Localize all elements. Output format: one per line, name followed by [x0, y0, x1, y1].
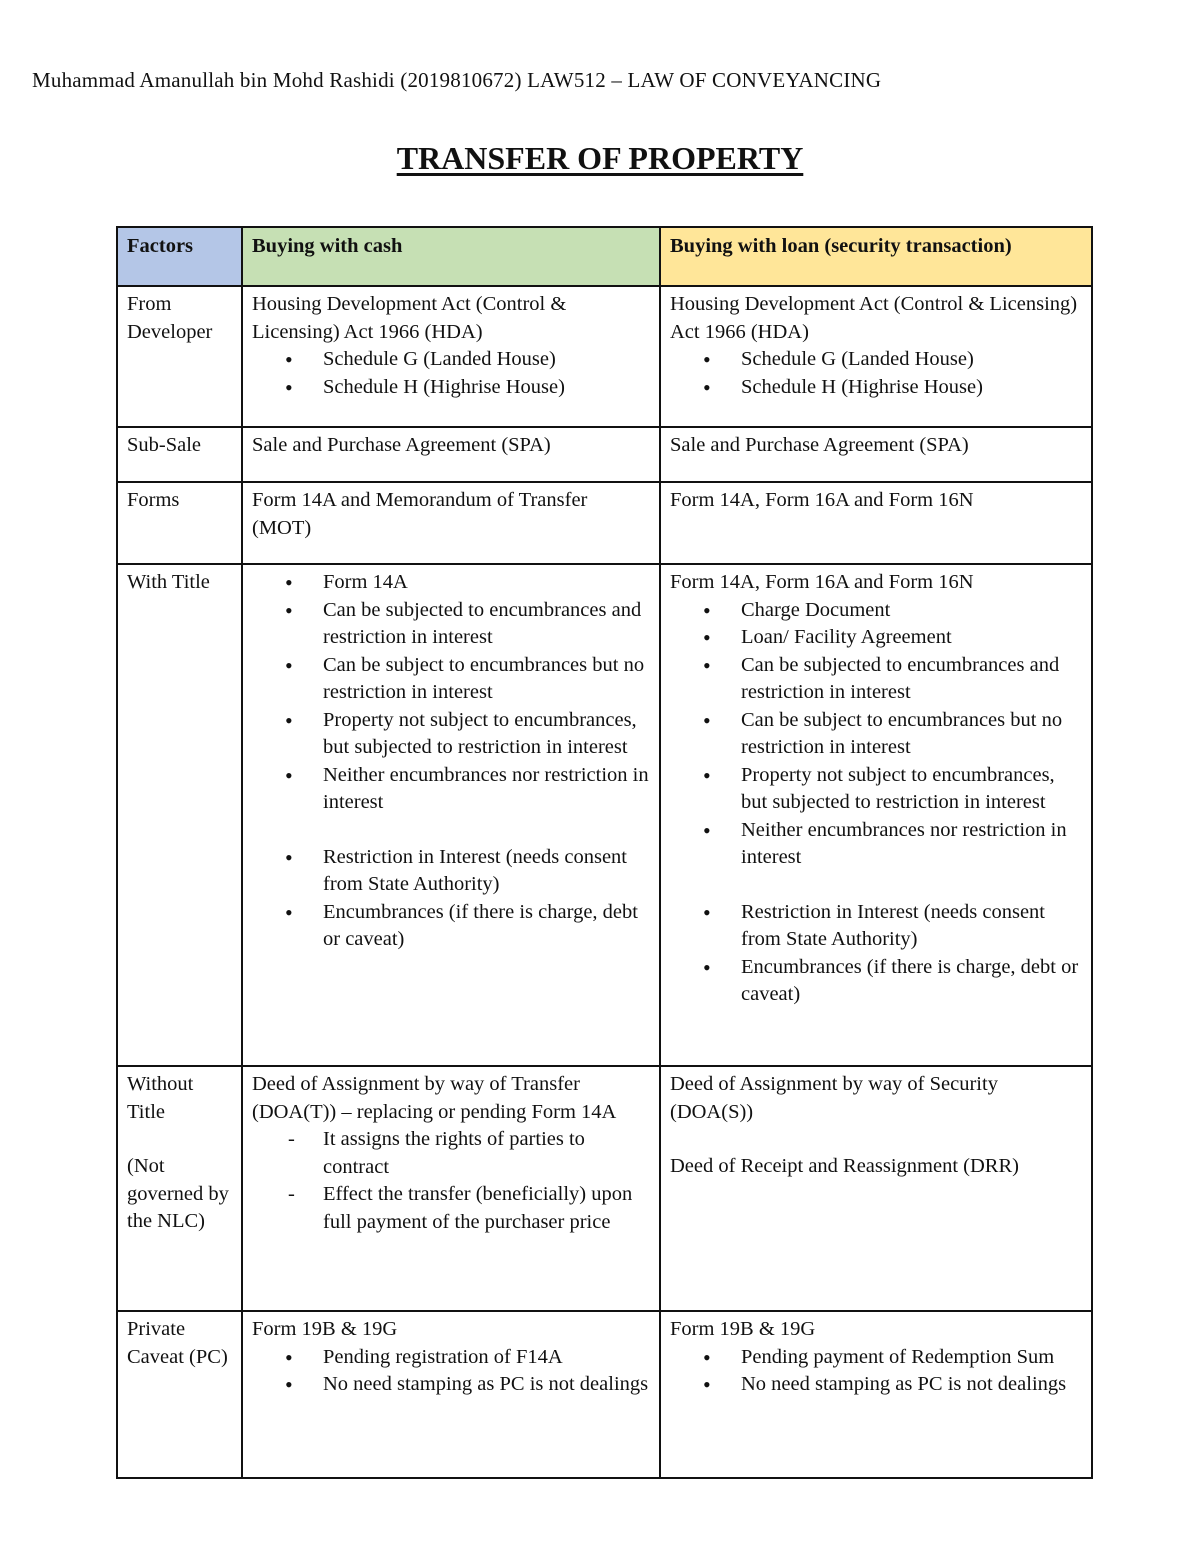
list-item: • Schedule H (Highrise House) [670, 374, 1082, 402]
loan-cell [660, 564, 1092, 1066]
document-header: Muhammad Amanullah bin Mohd Rashidi (2019810672) LAW512 – LAW OF CONVEYANCING [32, 68, 882, 92]
loan-cell: Form 14A, Form 16A and Form 16N [660, 482, 1092, 564]
row-label: From Developer [117, 286, 242, 427]
loan-cell [660, 1311, 1092, 1478]
cell-line: Deed of Receipt and Reassignment (DRR) [670, 1155, 1019, 1177]
page-title-text: TRANSFER OF PROPERTY [396, 140, 804, 176]
list-item: • Restriction in Interest (needs consent from State Authority) [670, 899, 1082, 954]
list-item: • Restriction in Interest (needs consent from State Authority) [252, 844, 650, 899]
table-row-private-caveat [117, 1311, 1092, 1478]
list-item: • Pending registration of F14A [252, 1344, 650, 1372]
bullet-list [252, 346, 650, 401]
cell-intro: Housing Development Act (Control & Licensing) Act 1966 (HDA) [252, 293, 567, 343]
cell-intro: Form 19B & 19G [670, 1318, 816, 1340]
cell-intro: Housing Development Act (Control & Licensing) Act 1966 (HDA) [670, 293, 1078, 343]
loan-cell: Sale and Purchase Agreement (SPA) [660, 427, 1092, 482]
row-label: Without Title [127, 1073, 194, 1123]
table-row-sub-sale [117, 427, 1092, 482]
list-item: • Neither encumbrances nor restriction in interest [670, 817, 1082, 872]
row-label: Private Caveat (PC) [117, 1311, 242, 1478]
cash-cell [242, 564, 660, 1066]
comparison-table [116, 226, 1093, 1479]
cash-cell [242, 286, 660, 427]
bullet-list [252, 844, 650, 954]
list-item: - Effect the transfer (beneficially) upon full payment of the purchaser price [252, 1181, 650, 1236]
list-item: • Schedule H (Highrise House) [252, 374, 650, 402]
cell-intro: Deed of Assignment by way of Transfer (DOA(T)) – replacing or pending Form 14A [252, 1073, 617, 1123]
list-item: • Pending payment of Redemption Sum [670, 1344, 1082, 1372]
row-label: Sub-Sale [117, 427, 242, 482]
list-item: • Property not subject to encumbrances, but subjected to restriction in interest [670, 762, 1082, 817]
bullet-list [670, 899, 1082, 1009]
bullet-list [670, 597, 1082, 872]
row-label-cell [117, 1066, 242, 1311]
table-row-forms [117, 482, 1092, 564]
loan-cell [660, 286, 1092, 427]
row-label-note: (Not governed by the NLC) [127, 1155, 229, 1232]
table-header-row [117, 227, 1092, 286]
row-label: With Title [117, 564, 242, 1066]
cash-cell [242, 1311, 660, 1478]
list-item: • Encumbrances (if there is charge, debt or caveat) [252, 899, 650, 954]
list-item: • Can be subject to encumbrances but no restriction in interest [252, 652, 650, 707]
cell-intro: Form 14A, Form 16A and Form 16N [670, 571, 974, 593]
dash-list [252, 1126, 650, 1236]
table-row-without-title [117, 1066, 1092, 1311]
header-buying-with-cash: Buying with cash [242, 227, 660, 286]
list-item: • Encumbrances (if there is charge, debt or caveat) [670, 954, 1082, 1009]
list-item: • Loan/ Facility Agreement [670, 624, 1082, 652]
page-title [0, 140, 1200, 177]
cell-intro: Form 19B & 19G [252, 1318, 398, 1340]
bullet-list [252, 1344, 650, 1399]
header-factors: Factors [117, 227, 242, 286]
list-item: • Property not subject to encumbrances, but subjected to restriction in interest [252, 707, 650, 762]
bullet-list [670, 346, 1082, 401]
bullet-list [252, 569, 650, 817]
loan-cell [660, 1066, 1092, 1311]
header-buying-with-loan: Buying with loan (security transaction) [660, 227, 1092, 286]
row-label: Forms [117, 482, 242, 564]
cash-cell: Sale and Purchase Agreement (SPA) [242, 427, 660, 482]
list-item: - It assigns the rights of parties to contract [252, 1126, 650, 1181]
list-item: • Can be subject to encumbrances but no restriction in interest [670, 707, 1082, 762]
list-item: • Charge Document [670, 597, 1082, 625]
list-item: • Can be subjected to encumbrances and restriction in interest [670, 652, 1082, 707]
cash-cell: Form 14A and Memorandum of Transfer (MOT) [242, 482, 660, 564]
list-item: • No need stamping as PC is not dealings [670, 1371, 1082, 1399]
cash-cell [242, 1066, 660, 1311]
list-item: • Schedule G (Landed House) [670, 346, 1082, 374]
bullet-list [670, 1344, 1082, 1399]
table-row-with-title [117, 564, 1092, 1066]
cell-line: Deed of Assignment by way of Security (DOA(S)) [670, 1073, 998, 1123]
table-row-from-developer [117, 286, 1092, 427]
list-item: • No need stamping as PC is not dealings [252, 1371, 650, 1399]
list-item: • Can be subjected to encumbrances and restriction in interest [252, 597, 650, 652]
list-item: • Neither encumbrances nor restriction in interest [252, 762, 650, 817]
list-item: • Schedule G (Landed House) [252, 346, 650, 374]
list-item: • Form 14A [252, 569, 650, 597]
